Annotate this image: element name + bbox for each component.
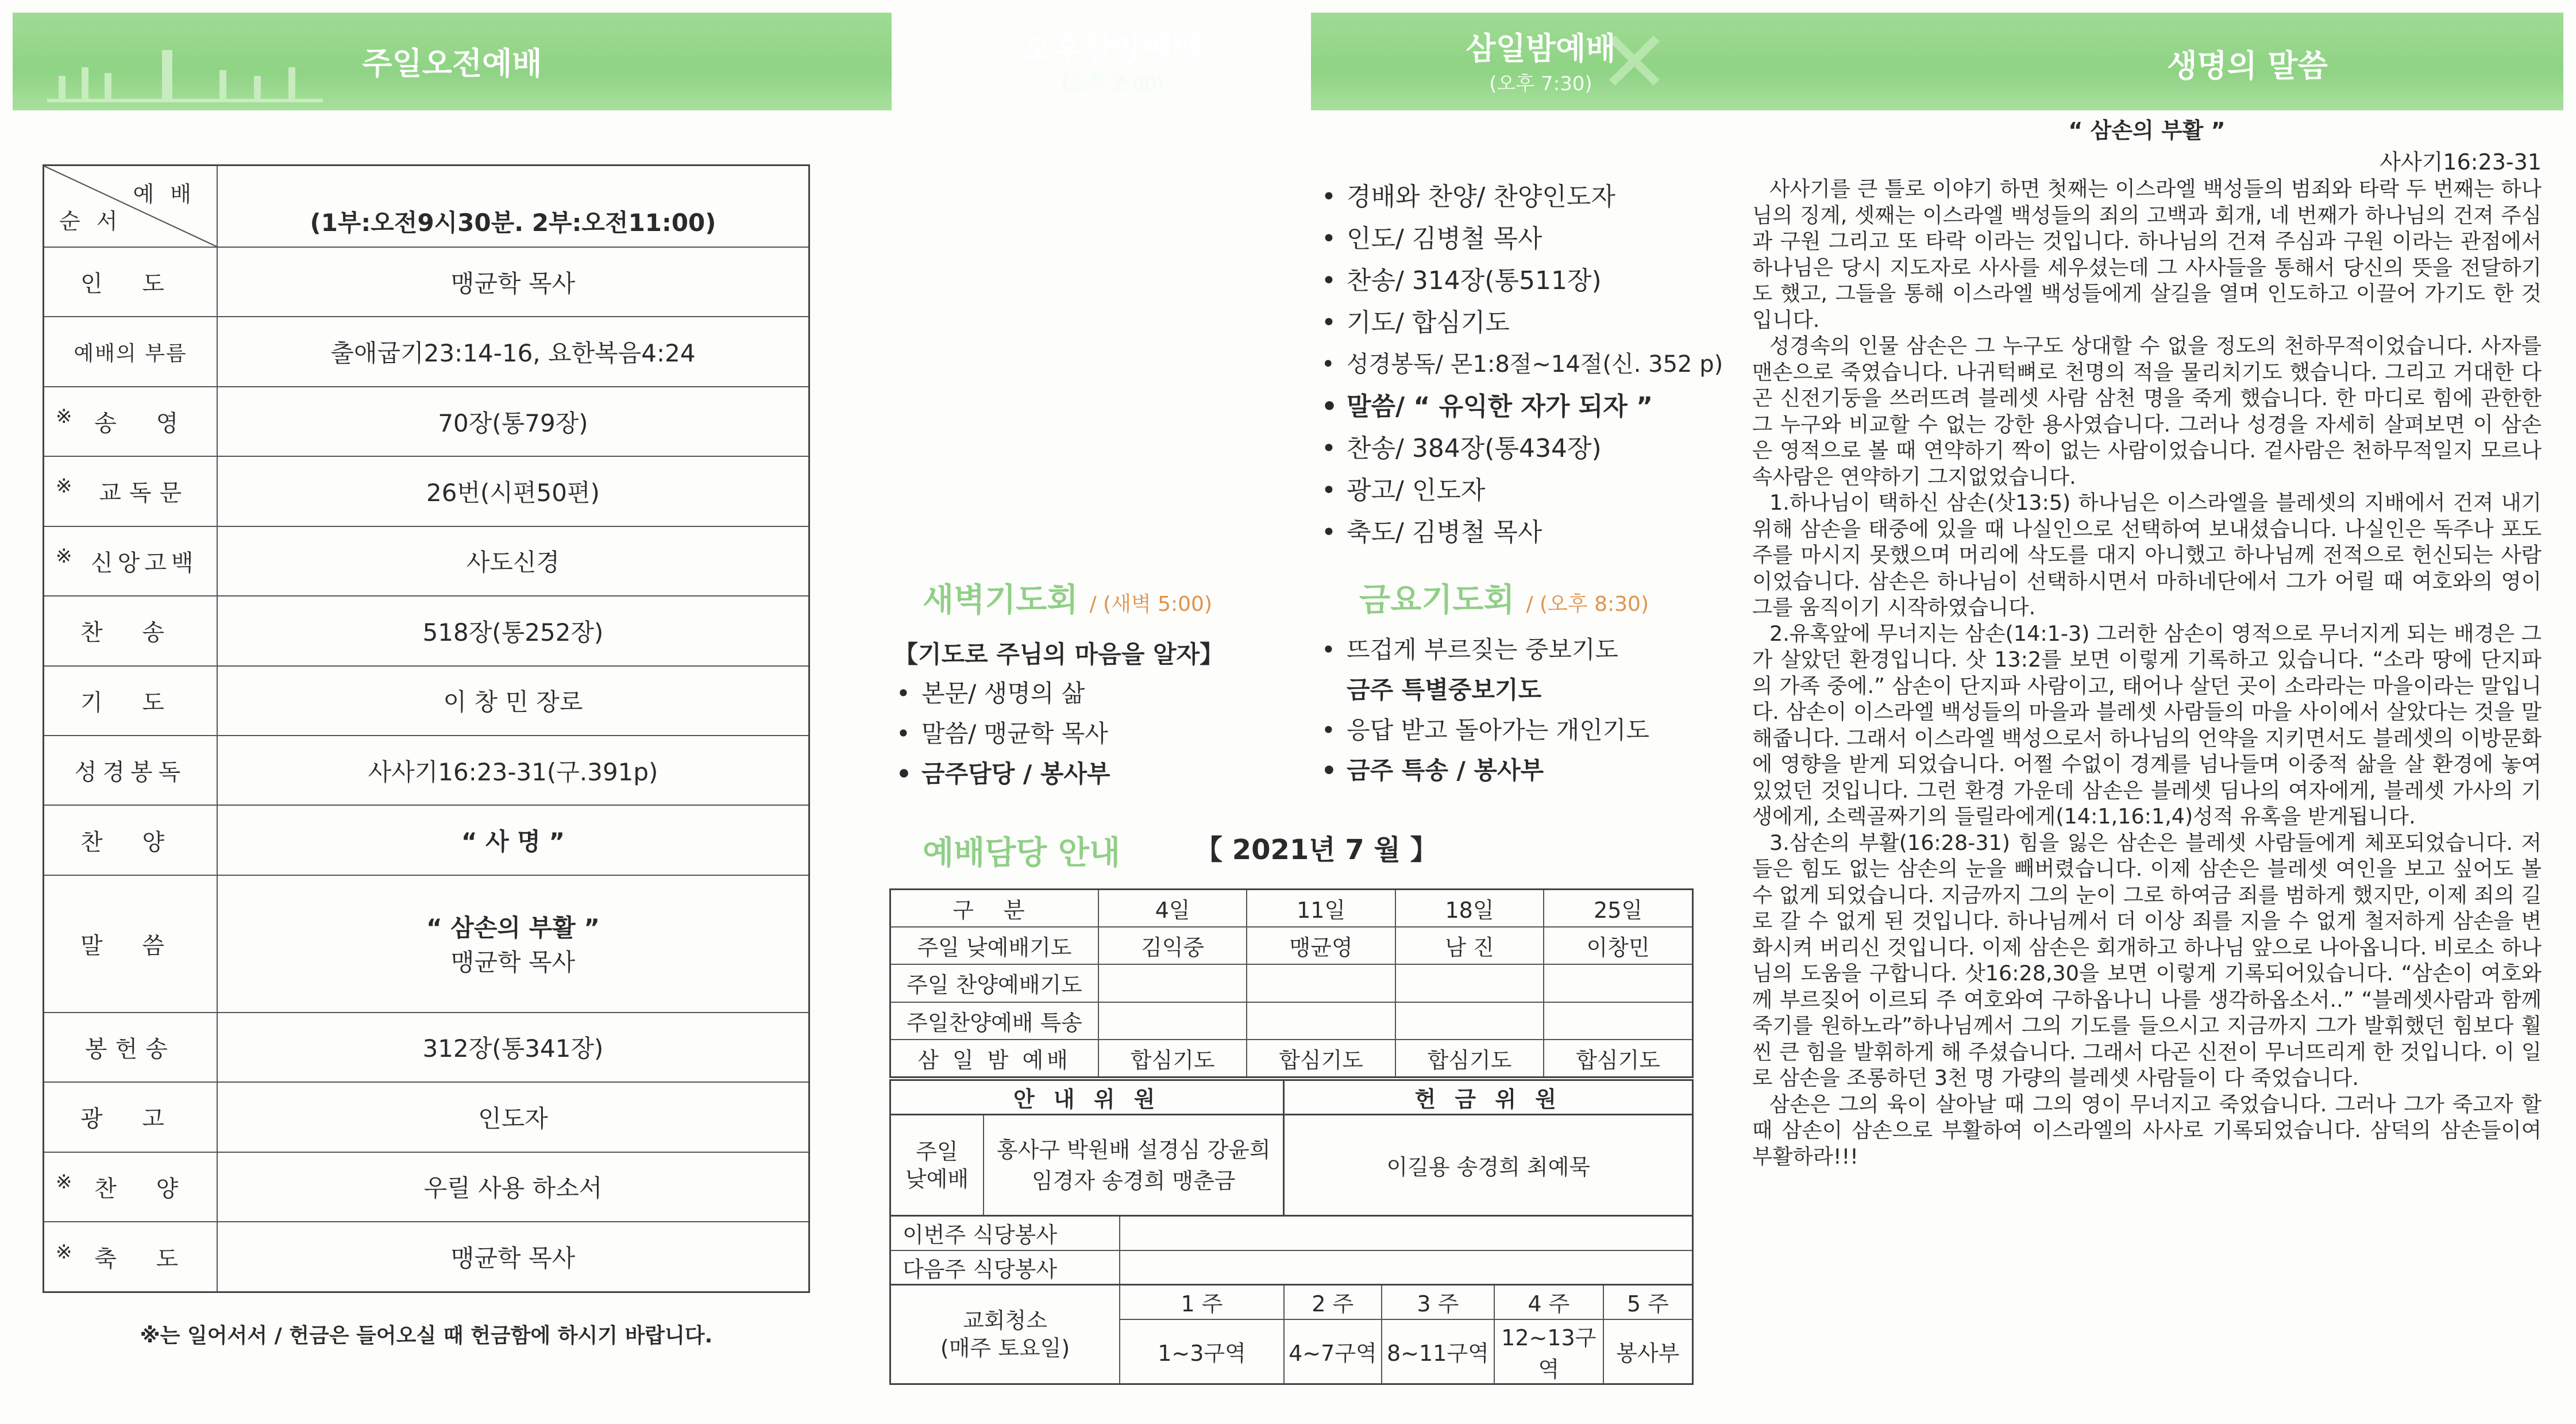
duty-cell: 맹균영 [1247,927,1395,964]
order-value: 518장(통252장) [217,596,809,665]
order-value: “ 사 명 ” [217,805,809,875]
list-item: • 말씀/ “ 유익한 자가 되자 ” [1321,386,1723,428]
duty-cell: 합심기도 [1395,1040,1544,1077]
order-footnote: ※는 일어서서 / 헌금은 들어오실 때 헌금함에 하시기 바랍니다. [140,1324,713,1348]
afternoon-worship-time: (오후 2:00) [1061,72,1164,95]
order-label: ※ 찬 양 [44,1152,218,1222]
order-value: 312장(통341장) [217,1013,809,1082]
sermon-text [1752,113,2542,1411]
list-item: • 경배와 찬양/ 찬양인도자 [1321,176,1723,218]
cleaning-week: 1 주 [1120,1285,1284,1319]
duty-cell [1395,964,1544,1002]
order-header-bottom: 순 서 [59,209,122,234]
duty-cell: 합심기도 [1247,1040,1395,1077]
order-label: 찬 송 [44,596,218,665]
duty-label: 주일 낮예배기도 [890,927,1099,964]
morning-worship-banner [13,13,1203,110]
list-item: • 광고/ 인도자 [1321,469,1723,511]
duty-header: 18일 [1395,890,1544,927]
order-value: 출애굽기23:14-16, 요한복음4:24 [217,317,809,386]
order-value: 우릴 사용 하소서 [217,1152,809,1222]
order-label: 광 고 [44,1082,218,1152]
order-value: 맹균학 목사 [217,247,809,317]
order-header-times: (1부:오전9시30분. 2부:오전11:00) [217,166,809,248]
meal-this-week-value [1120,1216,1692,1250]
cleaning-week [1494,1285,1693,1319]
dawn-prayer-heading: 새벽기도회 / (새벽 5:00) [923,582,1212,619]
order-header-top: 예 배 [133,182,196,207]
order-value: 사도신경 [217,526,809,596]
staff-table [889,1079,1694,1385]
cleaning-week: 5 주 [1626,1291,1669,1317]
list-item: • 말씀/ 맹균학 목사 [896,714,1110,754]
order-value: 이 창 민 장로 [217,666,809,736]
duty-cell: 김익중 [1098,927,1247,964]
list-item: • 찬송/ 384장(통434장) [1321,428,1723,469]
sermon-paragraph: 사사기를 큰 틀로 이야기 하면 첫째는 이스라엘 백성들의 범죄와 타락 두 번째는 하나님의 징계, 셋째는 이스라엘 백성들의 죄의 고백과 회개, 네 번째가 하나님의 건져 주심과 구원 그리고 또 타락 이라는 것입니다. 하나님의 건져 주심과 구원 이라는 관점에서 하나님은 당시 지도자로 사사를 세우셨는데 그 사사들을 통해서 당신의 뜻을 전달하기도 했고, 그들을 통해 이스라엘 백성들에게 살길을 열며 인도하고 이끌어 가기도 한 것입니다. [1752,176,2542,332]
order-label: ※ 교독문 [44,456,218,526]
meal-next-week-value [1120,1250,1692,1285]
staff-row-label: 주일 낮예배 [890,1115,984,1216]
order-header-corner [44,166,218,248]
sermon-paragraph: 성경속의 인물 삼손은 그 누구도 상대할 수 없을 정도의 천하무적이었습니다. 사자를 맨손으로 죽였습니다. 나귀턱뼈로 천명의 적을 물리치기도 했습니다. 그리고 거대한 다곤 신전기둥을 쓰러뜨려 블레셋 사람 삼천 명을 죽게 했습니다. 한 마디로 힘에 관한한 그 누구와 비교할 수 없는 강한 용사였습니다. 그러나 성경을 자세히 살펴보면 이 삼손은 영적으로 볼 때 연약하기 짝이 없는 사람이었습니다. 겉사람은 천하무적일지 모르나 속사람은 연약하기 그지없었습니다. [1752,333,2542,489]
order-label: ※ 신앙고백 [44,526,218,596]
sermon-paragraph: 1.하나님이 택하신 삼손(삿13:5) 하나님은 이스라엘을 블레셋의 지배에서 건져 내기 위해 삼손을 태중에 있을 때 나실인으로 선택하여 보내셨습니다. 나실인은 독주나 포도주를 마시지 못했으며 머리에 삭도를 대지 아니했고 하나님께 전적으로 헌신되는 사람이었습니다. 삼손은 하나님이 선택하시면서 마하네단에서 그가 어릴 때 여호와의 영이 그를 움직이기 시작하였습니다. [1752,490,2542,619]
wednesday-worship-time: (오후 7:30) [1489,72,1592,95]
duty-heading: 예배담당 안내 [923,834,1121,872]
duty-label: 주일 찬양예배기도 [890,964,1099,1002]
duty-header: 구 분 [890,890,1099,927]
duty-cell: 이창민 [1544,927,1692,964]
order-label: 기 도 [44,666,218,736]
duty-table [889,888,1694,1078]
wednesday-program-list [1321,176,1723,553]
morning-worship-title: 주일오전예배 [362,45,542,82]
cleaning-area: 12~13구역 [1495,1320,1603,1383]
duty-cell [1544,964,1692,1002]
order-label: 봉헌송 [44,1013,218,1082]
dawn-prayer-list [896,673,1110,794]
wednesday-worship-banner [1311,13,2563,113]
duty-cell [1098,964,1247,1002]
cleaning-week: 4 주 [1495,1286,1603,1319]
duty-cell [1247,964,1395,1002]
order-label: 찬 양 [44,805,218,875]
dawn-prayer-theme: 【기도로 주님의 마음을 알자】 [894,640,1224,668]
duty-label: 주일찬양예배 특송 [890,1002,1099,1040]
list-item: • 찬송/ 314장(통511장) [1321,260,1723,302]
sermon-paragraph: 2.유혹앞에 무너지는 삼손(14:1-3) 그러한 삼손이 영적으로 무너지게 되는 배경은 그가 살았던 환경입니다. 삿 13:2를 보면 이렇게 기록하고 있습니다. “소라 땅에 단지파의 가족 중에.” 삼손이 단지파 사람이고, 태어나 살던 곳이 소라라는 마을이라는 말입니다. 삼손이 이스라엘 백성들의 마을과 블레셋 사람들의 마을 사이에서 살았다는 것을 말해줍니다. 그래서 이스라엘 백성으로서 하나님의 언약을 지키면서도 블레셋의 이방문화에 영향을 받게 되었습니다. 어쩔 수없이 경계를 넘나들며 이중적 삶을 살 환경에 놓여있었던 것입니다. 그런 환경 가운데 삼손은 블레셋 딤나의 여자에게, 블레셋 가사의 기생에게, 소렉골짜기의 들릴라에게(14:1,16:1,4)성적 유혹을 받게됩니다. [1752,621,2542,829]
list-item: • 성경봉독/ 몬1:8절~14절(신. 352 p) [1321,344,1723,386]
order-label: ※ 송 영 [44,387,218,456]
offering-names: 이길용 송경희 최예묵 [1284,1115,1693,1216]
list-item: • 본문/ 생명의 삶 [896,673,1110,714]
duty-cell: 남 진 [1395,927,1544,964]
sermon-reference: 사사기16:23-31 [2380,149,2542,175]
order-of-worship-table [43,164,810,1293]
cleaning-area [1494,1319,1693,1384]
wednesday-worship-title: 삼일밤예배 [1466,30,1616,67]
duty-cell [1247,1002,1395,1040]
list-item: 금주 특별중보기도 [1347,676,1542,704]
list-item: • 축도/ 김병철 목사 [1321,511,1723,553]
cleaning-label: 교회청소 (매주 토요일) [890,1285,1120,1384]
order-value: “ 삼손의 부활 ” 맹균학 목사 [217,875,809,1013]
list-item: • 금주 특송 / 봉사부 [1321,751,1649,791]
sermon-paragraph: 삼손은 그의 육이 살아날 때 그의 영이 무너지고 죽었습니다. 그러나 그가 죽고자 할 때 삼손이 삼손으로 부활하여 이스라엘의 사사로 기록되었습니다. 삼덕의 삼손들이여 부활하라!!! [1752,1091,2542,1169]
friday-prayer-list [1321,630,1649,791]
duty-header: 25일 [1544,890,1692,927]
offering-header: 헌 금 위 원 [1284,1080,1693,1115]
cleaning-week: 3 주 [1382,1285,1494,1319]
duty-cell [1395,1002,1544,1040]
order-value: 인도자 [217,1082,809,1152]
order-value: 70장(통79장) [217,387,809,456]
order-label: ※ 축 도 [44,1222,218,1292]
cross-icon: ✕ [1598,13,1671,113]
sermon-paragraph: 3.삼손의 부활(16:28-31) 힘을 잃은 삼손은 블레셋 사람들에게 체포되었습니다. 저들은 힘도 없는 삼손의 눈을 빼버렸습니다. 이제 삼손은 블레셋 여인을 보고 싶어도 볼 수 없게 되었습니다. 지금까지 그의 눈이 그로 하여금 죄를 범하게 했지만, 이제 죄의 길로 갈 수 없게 된 것입니다. 하나님께서 더 이상 죄를 지을 수 없게 철저하게 삼손을 변화시켜 버리신 것입니다. 이제 삼손은 회개하고 하나님 앞으로 나아옵니다. 비로소 하나님의 도움을 구합니다. 삿16:28,30을 보면 이렇게 기록되어있습니다. “삼손이 여호와께 부르짖어 이르되 주 여호와여 구하옵나니 나를 생각하옵소서..” “블레셋사람과 함께 죽기를 원하노라”하나님께서 그의 기도를 들으시고 지금까지 그가 발휘했던 힘보다 훨씬 큰 힘을 발휘하게 해 주셨습니다. 그래서 다곤 신전이 무너뜨리게 한 것입니다. 이 일로 삼손을 조롱하던 3천 명 가량의 블레셋 사람들이 다 죽었습니다. [1752,830,2542,1090]
order-value: 사사기16:23-31(구.391p) [217,736,809,805]
guide-header: 안 내 위 원 [890,1080,1284,1115]
duty-cell [1544,1002,1692,1040]
duty-label: 삼 일 밤 예배 [890,1040,1099,1077]
sermon-banner-title: 생명의 말씀 [2167,48,2328,84]
order-label: 성경봉독 [44,736,218,805]
duty-cell: 합심기도 [1098,1040,1247,1077]
order-value: 맹균학 목사 [217,1222,809,1292]
list-item: • 인도/ 김병철 목사 [1321,218,1723,260]
list-item: • 뜨겁게 부르짖는 중보기도 [1321,630,1649,670]
sermon-title: “ 삼손의 부활 ” [2068,118,2226,143]
cleaning-area: 4~7구역 [1284,1319,1382,1384]
order-label: 말 씀 [44,875,218,1013]
meal-next-week-label: 다음주 식당봉사 [890,1250,1120,1285]
cleaning-week: 2 주 [1284,1285,1382,1319]
guide-names: 홍사구 박원배 설경심 강윤희 임경자 송경희 맹춘금 [984,1115,1284,1216]
duty-cell: 합심기도 [1544,1040,1692,1077]
cleaning-area: 8~11구역 [1382,1319,1494,1384]
list-item: • 기도/ 합심기도 [1321,302,1723,344]
meal-this-week-label: 이번주 식당봉사 [890,1216,1120,1250]
list-item: • 응답 받고 돌아가는 개인기도 [1321,710,1649,751]
cleaning-area: 1~3구역 [1120,1319,1284,1384]
duty-month: 【 2021년 7 월 】 [1195,834,1438,866]
order-label: 인 도 [44,247,218,317]
list-item: • 금주담당 / 봉사부 [896,754,1110,794]
order-value: 26번(시편50편) [217,456,809,526]
friday-prayer-heading: 금요기도회 / (오후 8:30) [1359,582,1649,619]
duty-header: 4일 [1098,890,1247,927]
duty-cell [1098,1002,1247,1040]
order-label: 예배의 부름 [44,317,218,386]
cleaning-area: 봉사부 [1616,1341,1680,1366]
duty-header: 11일 [1247,890,1395,927]
afternoon-worship-title: 오후찬양예배 [1023,30,1203,67]
